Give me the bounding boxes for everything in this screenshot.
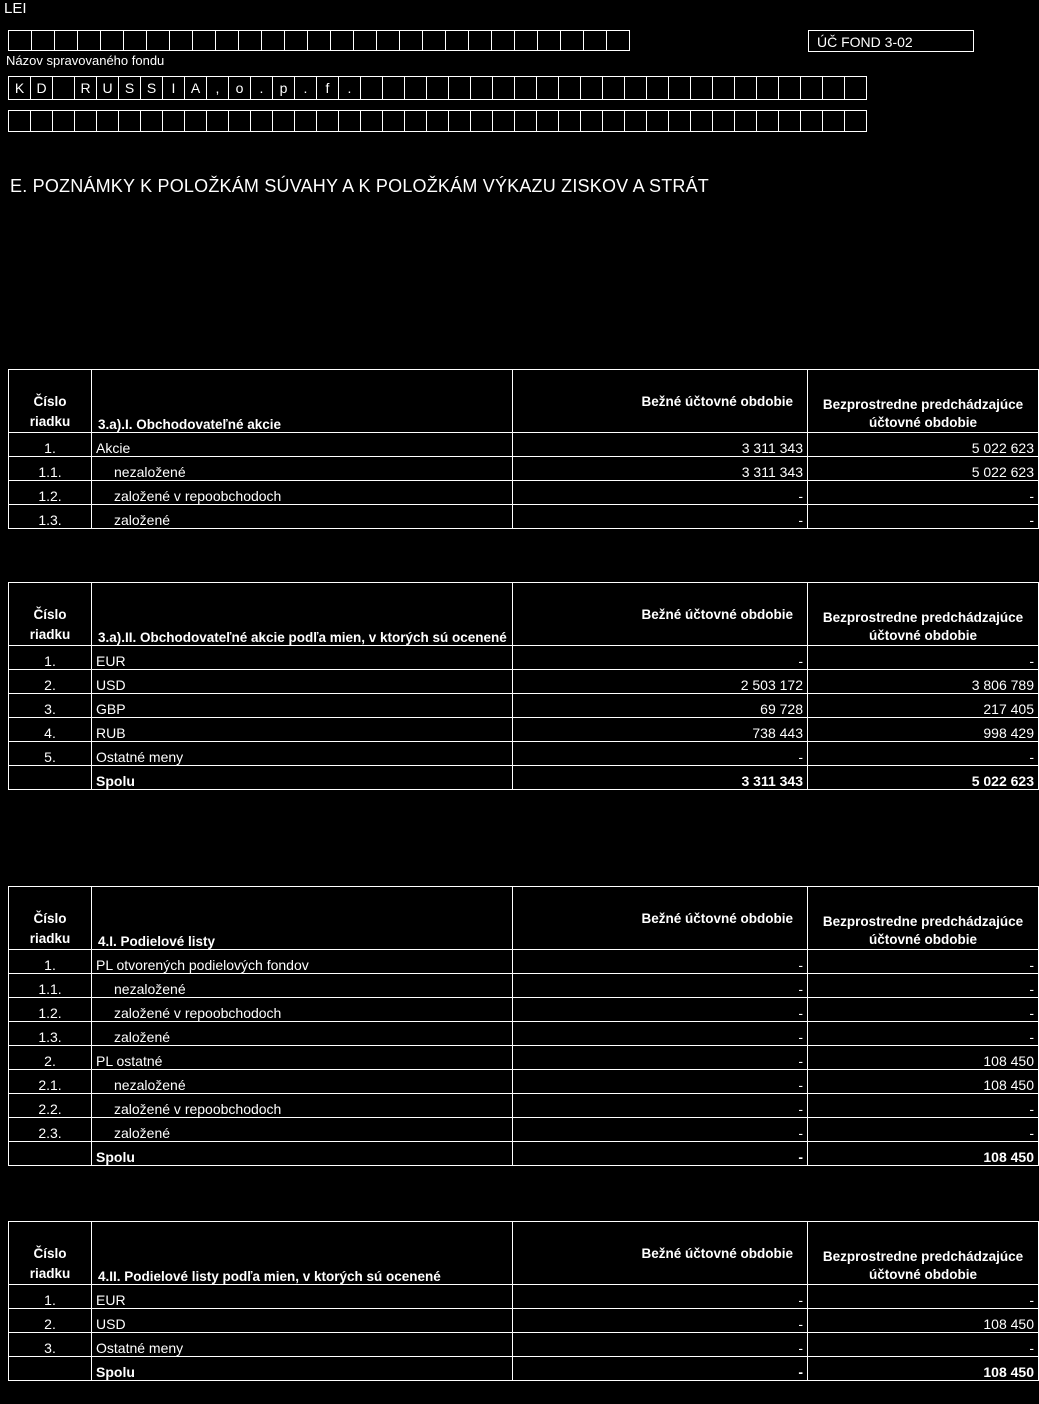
char-cell [690, 76, 713, 100]
table-row [9, 1118, 1039, 1142]
row-label: PL ostatné [92, 1046, 513, 1070]
char-cell [52, 110, 75, 132]
current-period-value: - [513, 1022, 808, 1046]
char-cell [580, 76, 603, 100]
char-cell [261, 30, 285, 51]
table-header-row [9, 583, 1039, 646]
row-number: 2.3. [9, 1118, 92, 1142]
column-header-previous-period: Bezprostredne predchádzajúce účtovné obdobie [808, 583, 1039, 646]
char-cell [492, 76, 515, 100]
char-cell [96, 110, 119, 132]
char-cell [536, 110, 559, 132]
table-row [9, 457, 1039, 481]
char-cell [492, 110, 515, 132]
table-podielove-listy-podla-mien [8, 1221, 1039, 1381]
current-period-value: - [513, 1094, 808, 1118]
current-period-value: - [513, 998, 808, 1022]
char-cell: , [206, 76, 229, 100]
row-number: 5. [9, 742, 92, 766]
previous-period-value: - [808, 998, 1039, 1022]
table-obchodovatelne-akcie [8, 369, 1039, 529]
previous-period-value: - [808, 1285, 1039, 1309]
char-cell: o [228, 76, 251, 100]
char-cell [250, 110, 273, 132]
char-cell [668, 110, 691, 132]
char-cell [307, 30, 331, 51]
current-period-value: - [513, 1118, 808, 1142]
table-title: 3.a).II. Obchodovateľné akcie podľa mien, v ktorých sú ocenené [92, 583, 513, 646]
current-period-value: - [513, 1046, 808, 1070]
current-period-value: - [513, 646, 808, 670]
row-label: založené [92, 1118, 513, 1142]
char-cell [580, 110, 603, 132]
table-row [9, 481, 1039, 505]
char-cell [426, 76, 449, 100]
table-row [9, 1046, 1039, 1070]
char-cell [606, 30, 630, 51]
char-cell [140, 110, 163, 132]
char-cell [448, 76, 471, 100]
row-label: založené [92, 1022, 513, 1046]
fund-name-label: Názov spravovaného fondu [6, 53, 165, 68]
current-period-value: 3 311 343 [513, 433, 808, 457]
table-row [9, 1285, 1039, 1309]
current-period-value: - [513, 1070, 808, 1094]
row-number: 1.3. [9, 1022, 92, 1046]
char-cell: I [162, 76, 185, 100]
lei-label: LEI [4, 0, 27, 17]
table-row [9, 950, 1039, 974]
char-cell [360, 76, 383, 100]
table-row [9, 718, 1039, 742]
row-number: 2. [9, 1046, 92, 1070]
char-cell [514, 110, 537, 132]
table-header-row [9, 370, 1039, 433]
row-number [9, 1357, 92, 1381]
row-number: 1.2. [9, 998, 92, 1022]
char-cell [8, 30, 32, 51]
char-cell [844, 76, 867, 100]
table-row [9, 646, 1039, 670]
char-cell [382, 76, 405, 100]
char-cell [228, 110, 251, 132]
char-cell [422, 30, 446, 51]
current-period-value: 738 443 [513, 718, 808, 742]
row-number: 2. [9, 1309, 92, 1333]
table-title: 4.II. Podielové listy podľa mien, v ktorých sú ocenené [92, 1222, 513, 1285]
current-period-value: 3 311 343 [513, 766, 808, 790]
char-cell [734, 110, 757, 132]
row-label: založené v repoobchodoch [92, 1094, 513, 1118]
char-cell [491, 30, 515, 51]
char-cell [404, 76, 427, 100]
row-label: založené [92, 505, 513, 529]
char-cell [514, 76, 537, 100]
char-cell [100, 30, 124, 51]
char-cell: . [294, 76, 317, 100]
char-cell [822, 110, 845, 132]
fund-name-cells-row1 [8, 76, 866, 100]
row-label: Ostatné meny [92, 742, 513, 766]
char-cell [624, 76, 647, 100]
table-header-row [9, 887, 1039, 950]
char-cell: S [140, 76, 163, 100]
char-cell [426, 110, 449, 132]
char-cell [646, 76, 669, 100]
char-cell [602, 76, 625, 100]
char-cell: S [118, 76, 141, 100]
current-period-value: - [513, 1333, 808, 1357]
char-cell [602, 110, 625, 132]
total-row [9, 766, 1039, 790]
row-label: Spolu [92, 766, 513, 790]
row-label: nezaložené [92, 1070, 513, 1094]
table-row [9, 974, 1039, 998]
char-cell [52, 76, 75, 100]
column-header-previous-period: Bezprostredne predchádzajúce účtovné obdobie [808, 1222, 1039, 1285]
previous-period-value: - [808, 950, 1039, 974]
previous-period-value: - [808, 481, 1039, 505]
char-cell [668, 76, 691, 100]
table-row [9, 670, 1039, 694]
table-title: 4.I. Podielové listy [92, 887, 513, 950]
char-cell [756, 110, 779, 132]
char-cell [192, 30, 216, 51]
previous-period-value: 108 450 [808, 1309, 1039, 1333]
char-cell: . [338, 76, 361, 100]
char-cell: D [30, 76, 53, 100]
section-title: E. POZNÁMKY K POLOŽKÁM SÚVAHY A K POLOŽKÁM VÝKAZU ZISKOV A STRÁT [10, 176, 709, 196]
char-cell [445, 30, 469, 51]
row-number: 1.2. [9, 481, 92, 505]
current-period-value: - [513, 742, 808, 766]
char-cell: U [96, 76, 119, 100]
char-cell [77, 30, 101, 51]
table-row [9, 1070, 1039, 1094]
row-number: 1. [9, 950, 92, 974]
column-header-row-number: Číslo riadku [9, 370, 92, 433]
current-period-value: 3 311 343 [513, 457, 808, 481]
char-cell [470, 76, 493, 100]
previous-period-value: 108 450 [808, 1142, 1039, 1166]
char-cell [778, 76, 801, 100]
row-label: Ostatné meny [92, 1333, 513, 1357]
row-number: 1. [9, 646, 92, 670]
previous-period-value: 5 022 623 [808, 766, 1039, 790]
row-number [9, 1142, 92, 1166]
char-cell [316, 110, 339, 132]
table-title: 3.a).I. Obchodovateľné akcie [92, 370, 513, 433]
char-cell [404, 110, 427, 132]
char-cell [294, 110, 317, 132]
char-cell [8, 110, 31, 132]
char-cell [162, 110, 185, 132]
char-cell [338, 110, 361, 132]
column-header-previous-period: Bezprostredne predchádzajúce účtovné obdobie [808, 887, 1039, 950]
char-cell [514, 30, 538, 51]
char-cell [624, 110, 647, 132]
previous-period-value: 217 405 [808, 694, 1039, 718]
row-number: 1. [9, 1285, 92, 1309]
char-cell [376, 30, 400, 51]
char-cell [690, 110, 713, 132]
previous-period-value: - [808, 742, 1039, 766]
table-row [9, 1094, 1039, 1118]
char-cell [238, 30, 262, 51]
fund-name-cells-row2 [8, 110, 866, 132]
current-period-value: 69 728 [513, 694, 808, 718]
char-cell [330, 30, 354, 51]
char-cell [560, 30, 584, 51]
previous-period-value: 108 450 [808, 1070, 1039, 1094]
row-label: USD [92, 670, 513, 694]
total-row [9, 1142, 1039, 1166]
row-label: nezaložené [92, 974, 513, 998]
column-header-row-number: Číslo riadku [9, 583, 92, 646]
row-label: USD [92, 1309, 513, 1333]
column-header-row-number: Číslo riadku [9, 1222, 92, 1285]
previous-period-value: 998 429 [808, 718, 1039, 742]
table-row [9, 694, 1039, 718]
row-label: založené v repoobchodoch [92, 998, 513, 1022]
char-cell [537, 30, 561, 51]
char-cell [30, 110, 53, 132]
row-label: EUR [92, 1285, 513, 1309]
table-row [9, 1022, 1039, 1046]
char-cell [800, 76, 823, 100]
char-cell [558, 76, 581, 100]
char-cell [778, 110, 801, 132]
column-header-current-period: Bežné účtovné obdobie [513, 1222, 808, 1285]
row-label: RUB [92, 718, 513, 742]
lei-code-cells [8, 30, 629, 51]
char-cell [800, 110, 823, 132]
char-cell [646, 110, 669, 132]
table-akcie-podla-mien [8, 582, 1039, 790]
char-cell [382, 110, 405, 132]
row-label: GBP [92, 694, 513, 718]
column-header-current-period: Bežné účtovné obdobie [513, 583, 808, 646]
char-cell [536, 76, 559, 100]
total-row [9, 1357, 1039, 1381]
column-header-previous-period: Bezprostredne predchádzajúce účtovné obdobie [808, 370, 1039, 433]
char-cell [844, 110, 867, 132]
char-cell [31, 30, 55, 51]
char-cell [54, 30, 78, 51]
char-cell: . [250, 76, 273, 100]
char-cell [470, 110, 493, 132]
previous-period-value: - [808, 1022, 1039, 1046]
char-cell [215, 30, 239, 51]
previous-period-value: - [808, 1333, 1039, 1357]
char-cell [118, 110, 141, 132]
table-row [9, 998, 1039, 1022]
previous-period-value: - [808, 974, 1039, 998]
row-number: 2.1. [9, 1070, 92, 1094]
row-number: 3. [9, 1333, 92, 1357]
current-period-value: - [513, 505, 808, 529]
row-label: založené v repoobchodoch [92, 481, 513, 505]
column-header-current-period: Bežné účtovné obdobie [513, 370, 808, 433]
char-cell [734, 76, 757, 100]
table-row [9, 742, 1039, 766]
previous-period-value: - [808, 505, 1039, 529]
table-row [9, 433, 1039, 457]
document-code: ÚČ FOND 3-02 [808, 30, 974, 52]
char-cell [123, 30, 147, 51]
current-period-value: - [513, 1309, 808, 1333]
previous-period-value: 108 450 [808, 1357, 1039, 1381]
previous-period-value: 3 806 789 [808, 670, 1039, 694]
char-cell [284, 30, 308, 51]
char-cell [272, 110, 295, 132]
previous-period-value: 108 450 [808, 1046, 1039, 1070]
row-number: 1.1. [9, 457, 92, 481]
char-cell [468, 30, 492, 51]
char-cell: p [272, 76, 295, 100]
char-cell [399, 30, 423, 51]
row-label: Spolu [92, 1142, 513, 1166]
row-label: PL otvorených podielových fondov [92, 950, 513, 974]
row-label: EUR [92, 646, 513, 670]
row-label: Akcie [92, 433, 513, 457]
char-cell [822, 76, 845, 100]
row-number: 4. [9, 718, 92, 742]
char-cell [169, 30, 193, 51]
char-cell: K [8, 76, 31, 100]
char-cell [146, 30, 170, 51]
current-period-value: - [513, 1357, 808, 1381]
previous-period-value: 5 022 623 [808, 433, 1039, 457]
previous-period-value: - [808, 646, 1039, 670]
row-label: Spolu [92, 1357, 513, 1381]
char-cell [184, 110, 207, 132]
column-header-current-period: Bežné účtovné obdobie [513, 887, 808, 950]
char-cell [448, 110, 471, 132]
row-number: 1.1. [9, 974, 92, 998]
current-period-value: - [513, 950, 808, 974]
char-cell [74, 110, 97, 132]
char-cell [712, 76, 735, 100]
table-row [9, 1333, 1039, 1357]
row-number [9, 766, 92, 790]
char-cell [756, 76, 779, 100]
current-period-value: - [513, 481, 808, 505]
current-period-value: - [513, 1285, 808, 1309]
previous-period-value: - [808, 1094, 1039, 1118]
row-number: 1. [9, 433, 92, 457]
char-cell [206, 110, 229, 132]
char-cell [558, 110, 581, 132]
row-number: 2.2. [9, 1094, 92, 1118]
previous-period-value: - [808, 1118, 1039, 1142]
char-cell: A [184, 76, 207, 100]
table-row [9, 1309, 1039, 1333]
current-period-value: 2 503 172 [513, 670, 808, 694]
row-number: 3. [9, 694, 92, 718]
char-cell: f [316, 76, 339, 100]
current-period-value: - [513, 974, 808, 998]
char-cell [360, 110, 383, 132]
row-number: 1.3. [9, 505, 92, 529]
char-cell [583, 30, 607, 51]
current-period-value: - [513, 1142, 808, 1166]
char-cell [712, 110, 735, 132]
char-cell: R [74, 76, 97, 100]
table-podielove-listy [8, 886, 1039, 1166]
char-cell [353, 30, 377, 51]
table-row [9, 505, 1039, 529]
column-header-row-number: Číslo riadku [9, 887, 92, 950]
row-label: nezaložené [92, 457, 513, 481]
previous-period-value: 5 022 623 [808, 457, 1039, 481]
row-number: 2. [9, 670, 92, 694]
table-header-row [9, 1222, 1039, 1285]
